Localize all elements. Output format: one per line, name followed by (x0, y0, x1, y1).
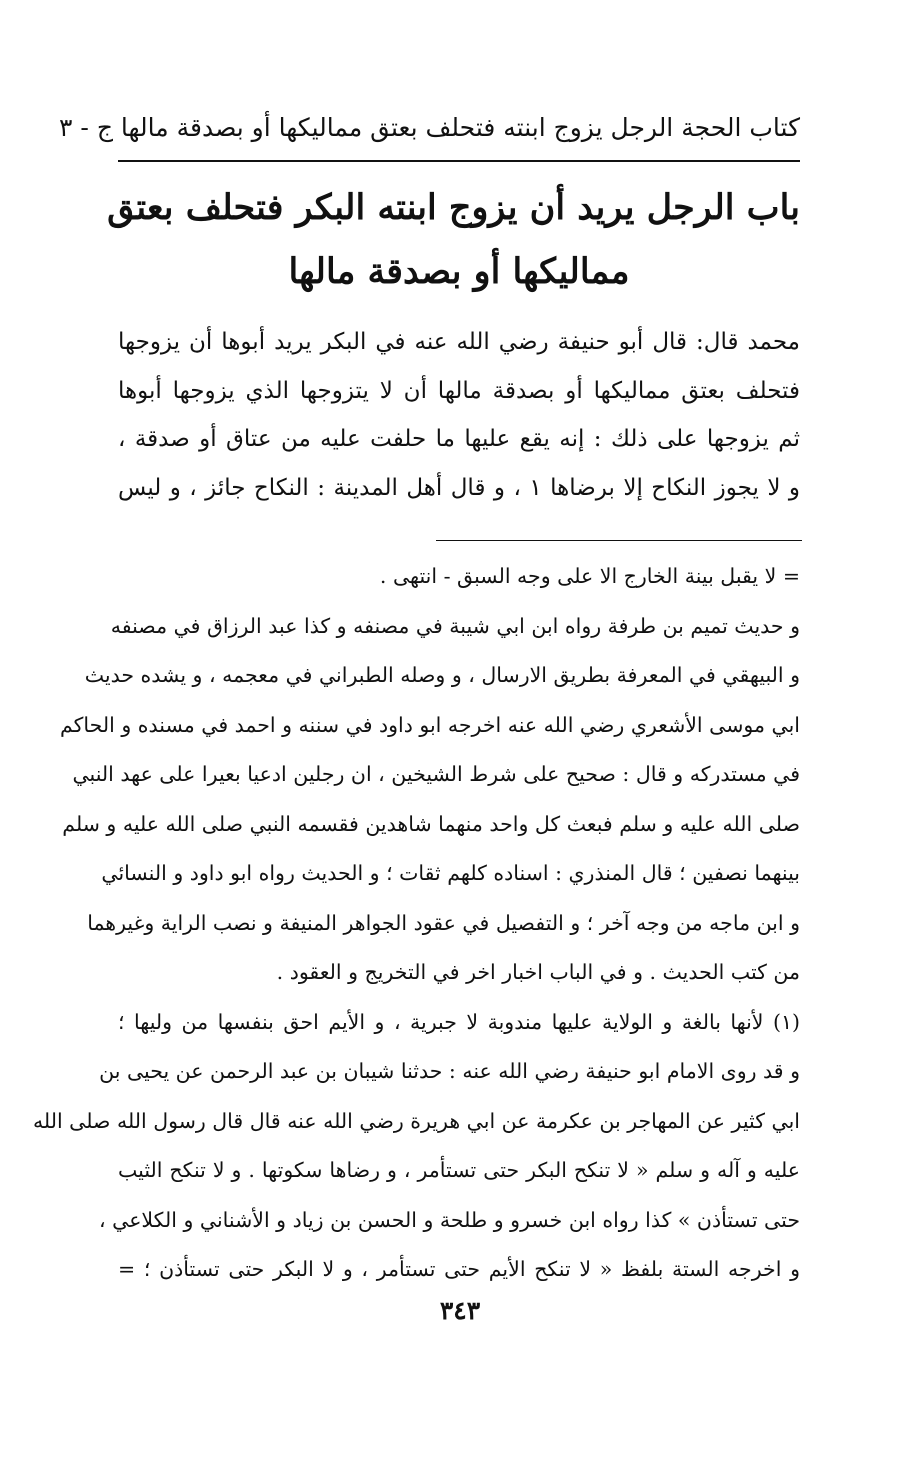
footnote-line: و قد روى الامام ابو حنيفة رضي الله عنه : حدثنا شيبان بن عبد الرحمن عن يحيى بن (99, 1059, 800, 1083)
footnote-line: صلى الله عليه و سلم فبعث كل واحد منهما شاهدين فقسمه النبي صلى الله عليه و سلم (62, 811, 800, 836)
text-line: محمد قال: قال أبو حنيفة رضي الله عنه في البكر يريد أبوها أن يزوجها (118, 329, 800, 355)
text-line: و لا يجوز النكاح إلا برضاها ١ ، و قال أهل المدينة : النكاح جائز ، و ليس (118, 474, 800, 501)
text-line: ثم يزوجها على ذلك : إنه يقع عليها ما حلفت عليه من عتاق أو صدقة ، (118, 426, 800, 452)
chapter-title (107, 176, 800, 304)
footnote-line: و البيهقي في المعرفة بطريق الارسال ، و وصله الطبراني في معجمه ، و يشده حديث (84, 663, 800, 687)
footnote-line: في مستدركه و قال : صحيح على شرط الشيخين ، ان رجلين ادعيا بعيرا على عهد النبي (72, 762, 800, 786)
footnote-line: (١) لأنها بالغة و الولاية عليها مندوبة لا جبرية ، و الأيم احق بنفسها من وليها ؛ (118, 1009, 800, 1034)
footnote-rule (436, 540, 802, 541)
footnote-line: ابي موسى الأشعري رضي الله عنه اخرجه ابو داود في سننه و احمد في مسنده و الحاكم (60, 712, 800, 737)
footnotes (32, 552, 800, 1295)
running-header: كتاب الحجة الرجل يزوج ابنته فتحلف بعتق مماليكها أو بصدقة مالها ج - ٣ (59, 113, 800, 142)
footnote-line: عليه و آله و سلم « لا تنكح البكر حتى تستأمر ، و رضاها سكوتها . و لا تنكح الثيب (118, 1158, 800, 1182)
footnote-line: و اخرجه الستة بلفظ « لا تنكح الأيم حتى تستأمر ، و لا البكر حتى تستأذن ؛ = (118, 1257, 800, 1281)
main-text (118, 318, 800, 512)
footnote-line: من كتب الحديث . و في الباب اخبار اخر في التخريج و العقود . (276, 960, 800, 984)
header-rule (118, 160, 800, 162)
footnote-line: و حديث تميم بن طرفة رواه ابن ابي شيبة في مصنفه و كذا عبد الرزاق في مصنفه (110, 613, 800, 638)
footnote-line: حتى تستأذن » كذا رواه ابن خسرو و طلحة و الحسن بن زياد و الأشناني و الكلاعي ، (98, 1207, 800, 1232)
chapter-title-line: باب الرجل يريد أن يزوج ابنته البكر فتحلف بعتق (107, 187, 800, 228)
footnote-line: = لا يقبل بينة الخارج الا على وجه السبق - انتهى . (379, 564, 800, 588)
footnote-line: و ابن ماجه من وجه آخر ؛ و التفصيل في عقود الجواهر المنيفة و نصب الراية وغيرهما (87, 910, 800, 935)
footnote-line: ابي كثير عن المهاجر بن عكرمة عن ابي هريرة رضي الله عنه قال قال رسول الله صلى الله (32, 1108, 800, 1133)
page-number: ٣٤٣ (439, 1296, 481, 1325)
text-line: فتحلف بعتق مماليكها أو بصدقة مالها أن لا يتزوجها الذي يزوجها أبوها (118, 377, 800, 404)
footnote-line: بينهما نصفين ؛ قال المنذري : اسناده كلهم ثقات ؛ و الحديث رواه ابو داود و النسائي (101, 861, 800, 885)
chapter-title-line: مماليكها أو بصدقة مالها (288, 251, 630, 292)
